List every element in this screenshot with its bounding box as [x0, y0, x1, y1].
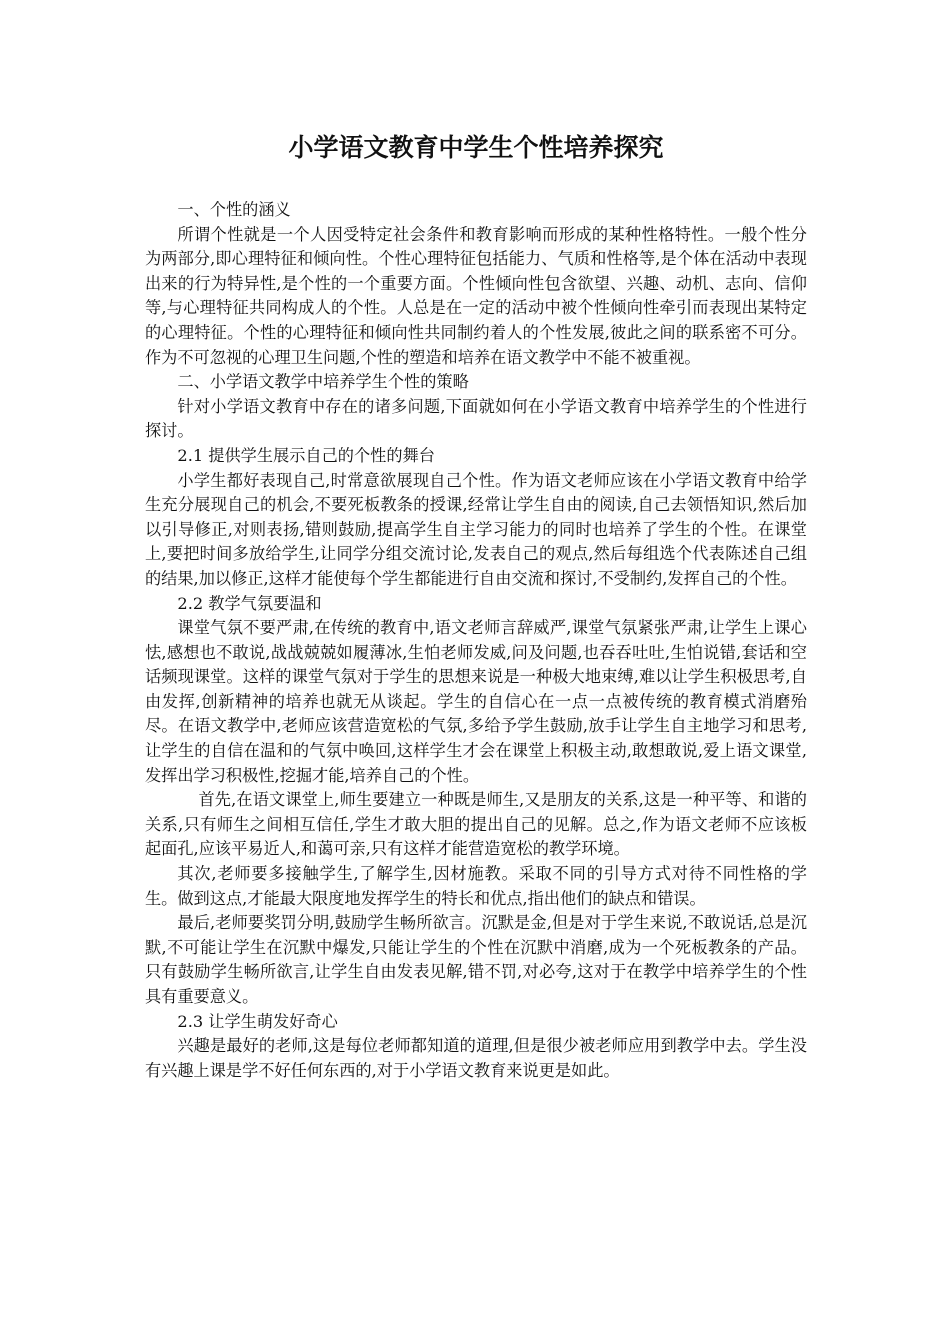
paragraph-second: 其次,老师要多接触学生,了解学生,因材施教。采取不同的引导方式对待不同性格的学生。做到这点,才能最大限度地发挥学生的特长和优点,指出他们的缺点和错误。: [145, 864, 807, 908]
paragraph-curiosity: 兴趣是最好的老师,这是每位老师都知道的道理,但是很少被老师应用到教学中去。学生没有兴趣上课是学不好任何东西的,对于小学语文教育来说更是如此。: [145, 1036, 807, 1080]
subsection-heading-2-2: 2.2 教学气氛要温和: [177, 593, 322, 613]
paragraph-atmosphere: 课堂气氛不要严肃,在传统的教育中,语文老师言辞威严,课堂气氛紧张严肃,让学生上课心怯,感想也不敢说,战战兢兢如履薄冰,生怕老师发威,问及问题,也吞吞吐吐,生怕说错,套话和空话频现课堂。这样的课堂气氛对于学生的思想来说是一种极大地束缚,难以让学生积极思考,自由发挥,创新精神的培养也就无从谈起。学生的自信心在一点一点被传统的教育模式消磨殆尽。在语文教学中,老师应该营造宽松的气氛,多给予学生鼓励,放手让学生自主地学习和思考,让学生的自信在温和的气氛中唤回,这样学生才会在课堂上积极主动,敢想敢说,爱上语文课堂,发挥出学习积极性,挖掘才能,培养自己的个性。: [145, 618, 807, 785]
paragraph-first: 首先,在语文课堂上,师生要建立一种既是师生,又是朋友的关系,这是一种平等、和谐的关系,只有师生之间相互信任,学生才敢大胆的提出自己的见解。总之,作为语文老师不应该板起面孔,应该平易近人,和蔼可亲,只有这样才能营造宽松的教学环境。: [145, 790, 807, 859]
section-heading-1: 一、个性的涵义: [177, 200, 291, 219]
document-page: [145, 128, 807, 1083]
paragraph-stage: 小学生都好表现自己,时常意欲展现自己个性。作为语文老师应该在小学语文教育中给学生充分展现自己的机会,不要死板教条的授课,经常让学生自由的阅读,自己去领悟知识,然后加以引导修正,对则表扬,错则鼓励,提高学生自主学习能力的同时也培养了学生的个性。在课堂上,要把时间多放给学生,让同学分组交流讨论,发表自己的观点,然后每组选个代表陈述自己组的结果,加以修正,这样才能使每个学生都能进行自由交流和探讨,不受制约,发挥自己的个性。: [145, 470, 807, 588]
paragraph-last: 最后,老师要奖罚分明,鼓励学生畅所欲言。沉默是金,但是对于学生来说,不敢说话,总是沉默,不可能让学生在沉默中爆发,只能让学生的个性在沉默中消磨,成为一个死板教条的产品。只有鼓励学生畅所欲言,让学生自由发表见解,错不罚,对必夸,这对于在教学中培养学生的个性具有重要意义。: [145, 913, 807, 1006]
paragraph-intro: 针对小学语文教育中存在的诸多问题,下面就如何在小学语文教育中培养学生的个性进行探讨。: [145, 396, 807, 441]
subsection-heading-2-3: 2.3 让学生萌发好奇心: [177, 1011, 338, 1031]
document-body: [145, 198, 807, 1083]
document-title: 小学语文教育中学生个性培养探究: [288, 133, 664, 162]
section-heading-2: 二、小学语文教学中培养学生个性的策略: [177, 372, 469, 392]
paragraph-definition: 所谓个性就是一个人因受特定社会条件和教育影响而形成的某种性格特性。一般个性分为两部分,即心理特征和倾向性。个性心理特征包括能力、气质和性格等,是个体在活动中表现出来的行为特异性,是个性的一个重要方面。个性倾向性包含欲望、兴趣、动机、志向、信仰等,与心理特征共同构成人的个性。人总是在一定的活动中被个性倾向性牵引而表现出某特定的心理特征。个性的心理特征和倾向性共同制约着人的个性发展,彼此之间的联系密不可分。作为不可忽视的心理卫生问题,个性的塑造和培养在语文教学中不能不被重视。: [145, 224, 807, 367]
subsection-heading-2-1: 2.1 提供学生展示自己的个性的舞台: [177, 445, 435, 465]
